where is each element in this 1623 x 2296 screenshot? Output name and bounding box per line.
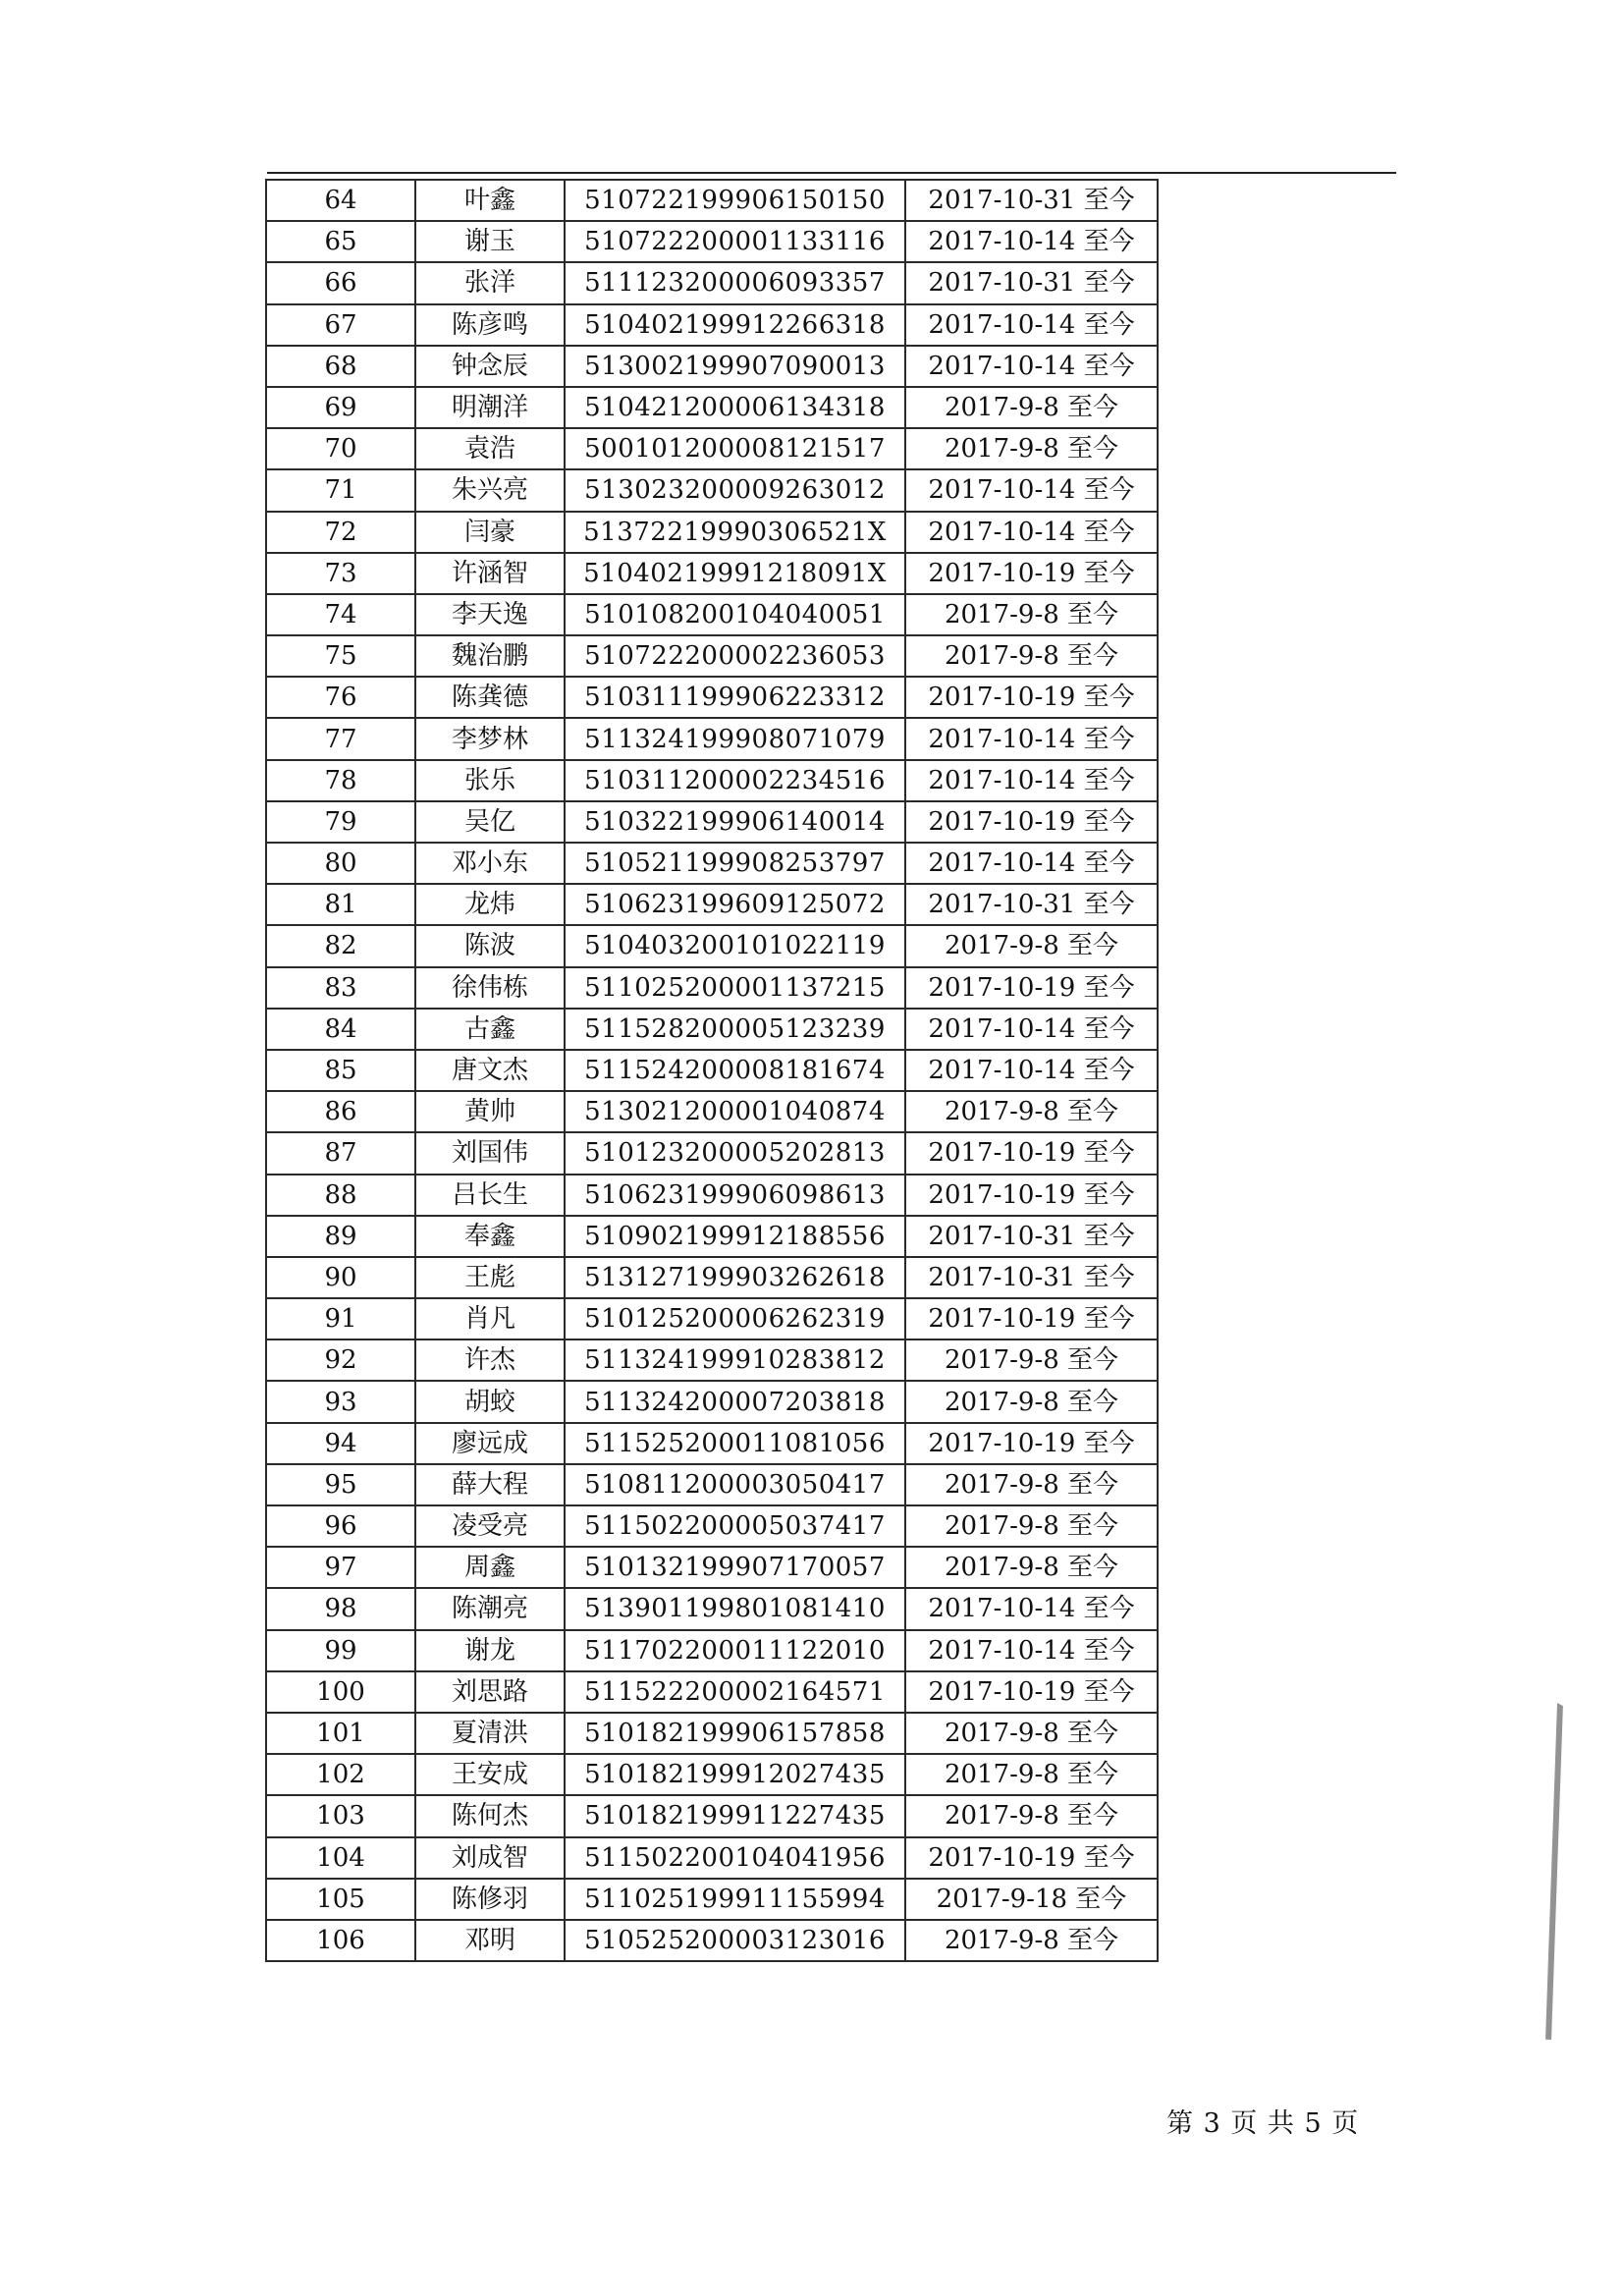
id-number-cell: 510311200002234516 xyxy=(565,760,905,801)
name-cell: 陈何杰 xyxy=(415,1795,565,1836)
name-cell: 吕长生 xyxy=(415,1175,565,1216)
id-number-cell: 511123200006093357 xyxy=(565,262,905,303)
period-cell: 2017-9-18 至今 xyxy=(905,1879,1158,1920)
id-number-cell: 513023200009263012 xyxy=(565,469,905,511)
period-cell: 2017-10-31 至今 xyxy=(905,262,1158,303)
name-cell: 李天逸 xyxy=(415,594,565,635)
period-cell: 2017-9-8 至今 xyxy=(905,387,1158,428)
period-cell: 2017-9-8 至今 xyxy=(905,635,1158,677)
table-row xyxy=(266,1257,1158,1298)
period-cell: 2017-9-8 至今 xyxy=(905,925,1158,966)
table-row xyxy=(266,1132,1158,1174)
period-cell: 2017-9-8 至今 xyxy=(905,1754,1158,1795)
id-number-cell: 511324200007203818 xyxy=(565,1381,905,1422)
period-cell: 2017-9-8 至今 xyxy=(905,1339,1158,1381)
name-cell: 王彪 xyxy=(415,1257,565,1298)
period-cell: 2017-10-31 至今 xyxy=(905,1216,1158,1257)
row-number-cell: 85 xyxy=(266,1050,415,1091)
id-number-cell: 510521199908253797 xyxy=(565,843,905,884)
name-cell: 肖凡 xyxy=(415,1298,565,1339)
period-cell: 2017-10-14 至今 xyxy=(905,469,1158,511)
id-number-cell: 51372219990306521X xyxy=(565,512,905,553)
table-row xyxy=(266,594,1158,635)
row-number-cell: 71 xyxy=(266,469,415,511)
name-cell: 邓小东 xyxy=(415,843,565,884)
id-number-cell: 500101200008121517 xyxy=(565,428,905,469)
table-row xyxy=(266,1630,1158,1671)
period-cell: 2017-10-14 至今 xyxy=(905,760,1158,801)
id-number-cell: 511324199908071079 xyxy=(565,718,905,759)
name-cell: 龙炜 xyxy=(415,884,565,925)
id-number-cell: 510322199906140014 xyxy=(565,801,905,843)
table-row xyxy=(266,801,1158,843)
id-number-cell: 511025200001137215 xyxy=(565,967,905,1009)
period-cell: 2017-9-8 至今 xyxy=(905,1920,1158,1961)
period-cell: 2017-9-8 至今 xyxy=(905,1547,1158,1588)
row-number-cell: 102 xyxy=(266,1754,415,1795)
table-row xyxy=(266,346,1158,387)
table-row xyxy=(266,1547,1158,1588)
name-cell: 黄帅 xyxy=(415,1091,565,1132)
name-cell: 张乐 xyxy=(415,760,565,801)
id-number-cell: 510132199907170057 xyxy=(565,1547,905,1588)
name-cell: 夏清洪 xyxy=(415,1713,565,1754)
period-cell: 2017-10-14 至今 xyxy=(905,1050,1158,1091)
row-number-cell: 79 xyxy=(266,801,415,843)
row-number-cell: 89 xyxy=(266,1216,415,1257)
id-number-cell: 513127199903262618 xyxy=(565,1257,905,1298)
row-number-cell: 101 xyxy=(266,1713,415,1754)
row-number-cell: 88 xyxy=(266,1175,415,1216)
table-row xyxy=(266,925,1158,966)
id-number-cell: 513021200001040874 xyxy=(565,1091,905,1132)
id-number-cell: 510123200005202813 xyxy=(565,1132,905,1174)
row-number-cell: 81 xyxy=(266,884,415,925)
name-cell: 胡蛟 xyxy=(415,1381,565,1422)
name-cell: 王安成 xyxy=(415,1754,565,1795)
period-cell: 2017-10-14 至今 xyxy=(905,1588,1158,1629)
row-number-cell: 76 xyxy=(266,677,415,718)
row-number-cell: 73 xyxy=(266,553,415,594)
period-cell: 2017-10-19 至今 xyxy=(905,801,1158,843)
table-row xyxy=(266,1091,1158,1132)
row-number-cell: 95 xyxy=(266,1464,415,1505)
table-row xyxy=(266,1339,1158,1381)
id-number-cell: 510623199609125072 xyxy=(565,884,905,925)
id-number-cell: 510182199906157858 xyxy=(565,1713,905,1754)
table-row xyxy=(266,1671,1158,1713)
table-row xyxy=(266,262,1158,303)
row-number-cell: 78 xyxy=(266,760,415,801)
period-cell: 2017-9-8 至今 xyxy=(905,1713,1158,1754)
row-number-cell: 83 xyxy=(266,967,415,1009)
roster-body xyxy=(266,180,1158,1961)
row-number-cell: 98 xyxy=(266,1588,415,1629)
id-number-cell: 510125200006262319 xyxy=(565,1298,905,1339)
row-number-cell: 64 xyxy=(266,180,415,221)
id-number-cell: 510525200003123016 xyxy=(565,1920,905,1961)
table-row xyxy=(266,1920,1158,1961)
row-number-cell: 70 xyxy=(266,428,415,469)
table-row xyxy=(266,180,1158,221)
name-cell: 薛大程 xyxy=(415,1464,565,1505)
id-number-cell: 510722199906150150 xyxy=(565,180,905,221)
table-row xyxy=(266,1381,1158,1422)
id-number-cell: 511528200005123239 xyxy=(565,1009,905,1050)
name-cell: 刘思路 xyxy=(415,1671,565,1713)
name-cell: 谢玉 xyxy=(415,221,565,262)
id-number-cell: 510421200006134318 xyxy=(565,387,905,428)
row-number-cell: 80 xyxy=(266,843,415,884)
id-number-cell: 513901199801081410 xyxy=(565,1588,905,1629)
name-cell: 陈潮亮 xyxy=(415,1588,565,1629)
name-cell: 凌受亮 xyxy=(415,1505,565,1547)
period-cell: 2017-10-19 至今 xyxy=(905,1423,1158,1464)
row-number-cell: 100 xyxy=(266,1671,415,1713)
row-number-cell: 91 xyxy=(266,1298,415,1339)
page-number: 第 3 页 共 5 页 xyxy=(1166,2108,1360,2139)
row-number-cell: 105 xyxy=(266,1879,415,1920)
row-number-cell: 74 xyxy=(266,594,415,635)
name-cell: 唐文杰 xyxy=(415,1050,565,1091)
period-cell: 2017-10-14 至今 xyxy=(905,304,1158,346)
table-row xyxy=(266,967,1158,1009)
row-number-cell: 94 xyxy=(266,1423,415,1464)
period-cell: 2017-9-8 至今 xyxy=(905,1505,1158,1547)
period-cell: 2017-10-19 至今 xyxy=(905,677,1158,718)
period-cell: 2017-10-19 至今 xyxy=(905,1671,1158,1713)
id-number-cell: 513002199907090013 xyxy=(565,346,905,387)
period-cell: 2017-9-8 至今 xyxy=(905,428,1158,469)
id-number-cell: 510311199906223312 xyxy=(565,677,905,718)
id-number-cell: 510902199912188556 xyxy=(565,1216,905,1257)
table-row xyxy=(266,1754,1158,1795)
row-number-cell: 92 xyxy=(266,1339,415,1381)
name-cell: 陈彦鸣 xyxy=(415,304,565,346)
name-cell: 陈波 xyxy=(415,925,565,966)
row-number-cell: 87 xyxy=(266,1132,415,1174)
id-number-cell: 51040219991218091X xyxy=(565,553,905,594)
name-cell: 许涵智 xyxy=(415,553,565,594)
table-row xyxy=(266,469,1158,511)
name-cell: 古鑫 xyxy=(415,1009,565,1050)
table-row xyxy=(266,718,1158,759)
table-row xyxy=(266,1795,1158,1836)
name-cell: 周鑫 xyxy=(415,1547,565,1588)
table-row xyxy=(266,1505,1158,1547)
top-rule xyxy=(267,172,1396,174)
id-number-cell: 511502200104041956 xyxy=(565,1837,905,1879)
table-row xyxy=(266,1175,1158,1216)
name-cell: 徐伟栋 xyxy=(415,967,565,1009)
name-cell: 张洋 xyxy=(415,262,565,303)
period-cell: 2017-10-19 至今 xyxy=(905,1298,1158,1339)
table-row xyxy=(266,1464,1158,1505)
id-number-cell: 510623199906098613 xyxy=(565,1175,905,1216)
table-row xyxy=(266,387,1158,428)
period-cell: 2017-9-8 至今 xyxy=(905,594,1158,635)
period-cell: 2017-10-14 至今 xyxy=(905,1630,1158,1671)
period-cell: 2017-10-31 至今 xyxy=(905,180,1158,221)
table-row xyxy=(266,1009,1158,1050)
period-cell: 2017-10-19 至今 xyxy=(905,1175,1158,1216)
id-number-cell: 510108200104040051 xyxy=(565,594,905,635)
table-row xyxy=(266,1216,1158,1257)
name-cell: 陈修羽 xyxy=(415,1879,565,1920)
id-number-cell: 511522200002164571 xyxy=(565,1671,905,1713)
row-number-cell: 99 xyxy=(266,1630,415,1671)
period-cell: 2017-10-19 至今 xyxy=(905,1837,1158,1879)
table-row xyxy=(266,1837,1158,1879)
row-number-cell: 96 xyxy=(266,1505,415,1547)
table-row xyxy=(266,760,1158,801)
id-number-cell: 510182199912027435 xyxy=(565,1754,905,1795)
period-cell: 2017-10-19 至今 xyxy=(905,967,1158,1009)
period-cell: 2017-10-14 至今 xyxy=(905,221,1158,262)
row-number-cell: 72 xyxy=(266,512,415,553)
period-cell: 2017-9-8 至今 xyxy=(905,1464,1158,1505)
name-cell: 刘成智 xyxy=(415,1837,565,1879)
period-cell: 2017-10-31 至今 xyxy=(905,884,1158,925)
id-number-cell: 511502200005037417 xyxy=(565,1505,905,1547)
id-number-cell: 511324199910283812 xyxy=(565,1339,905,1381)
table-row xyxy=(266,1588,1158,1629)
name-cell: 李梦林 xyxy=(415,718,565,759)
name-cell: 叶鑫 xyxy=(415,180,565,221)
table-row xyxy=(266,1713,1158,1754)
table-row xyxy=(266,512,1158,553)
row-number-cell: 75 xyxy=(266,635,415,677)
period-cell: 2017-10-19 至今 xyxy=(905,553,1158,594)
name-cell: 许杰 xyxy=(415,1339,565,1381)
id-number-cell: 510722200002236053 xyxy=(565,635,905,677)
name-cell: 吴亿 xyxy=(415,801,565,843)
name-cell: 刘国伟 xyxy=(415,1132,565,1174)
table-row xyxy=(266,304,1158,346)
name-cell: 朱兴亮 xyxy=(415,469,565,511)
row-number-cell: 66 xyxy=(266,262,415,303)
period-cell: 2017-9-8 至今 xyxy=(905,1381,1158,1422)
id-number-cell: 510811200003050417 xyxy=(565,1464,905,1505)
id-number-cell: 510402199912266318 xyxy=(565,304,905,346)
row-number-cell: 106 xyxy=(266,1920,415,1961)
name-cell: 谢龙 xyxy=(415,1630,565,1671)
name-cell: 袁浩 xyxy=(415,428,565,469)
period-cell: 2017-10-19 至今 xyxy=(905,1132,1158,1174)
period-cell: 2017-9-8 至今 xyxy=(905,1091,1158,1132)
period-cell: 2017-10-31 至今 xyxy=(905,1257,1158,1298)
id-number-cell: 511702200011122010 xyxy=(565,1630,905,1671)
row-number-cell: 86 xyxy=(266,1091,415,1132)
table-row xyxy=(266,884,1158,925)
roster-table xyxy=(265,179,1159,1962)
row-number-cell: 84 xyxy=(266,1009,415,1050)
name-cell: 奉鑫 xyxy=(415,1216,565,1257)
id-number-cell: 511025199911155994 xyxy=(565,1879,905,1920)
period-cell: 2017-10-14 至今 xyxy=(905,843,1158,884)
name-cell: 闫豪 xyxy=(415,512,565,553)
row-number-cell: 77 xyxy=(266,718,415,759)
row-number-cell: 97 xyxy=(266,1547,415,1588)
period-cell: 2017-10-14 至今 xyxy=(905,346,1158,387)
table-row xyxy=(266,1423,1158,1464)
name-cell: 陈龚德 xyxy=(415,677,565,718)
name-cell: 钟念辰 xyxy=(415,346,565,387)
row-number-cell: 104 xyxy=(266,1837,415,1879)
id-number-cell: 511524200008181674 xyxy=(565,1050,905,1091)
table-row xyxy=(266,428,1158,469)
name-cell: 明潮洋 xyxy=(415,387,565,428)
name-cell: 廖远成 xyxy=(415,1423,565,1464)
period-cell: 2017-10-14 至今 xyxy=(905,718,1158,759)
table-row xyxy=(266,1050,1158,1091)
table-row xyxy=(266,221,1158,262)
table-row xyxy=(266,553,1158,594)
row-number-cell: 69 xyxy=(266,387,415,428)
table-row xyxy=(266,1298,1158,1339)
margin-stamp-mark xyxy=(1545,1703,1622,2042)
name-cell: 魏治鹏 xyxy=(415,635,565,677)
table-row xyxy=(266,677,1158,718)
period-cell: 2017-10-14 至今 xyxy=(905,512,1158,553)
id-number-cell: 511525200011081056 xyxy=(565,1423,905,1464)
row-number-cell: 82 xyxy=(266,925,415,966)
row-number-cell: 68 xyxy=(266,346,415,387)
row-number-cell: 93 xyxy=(266,1381,415,1422)
id-number-cell: 510722200001133116 xyxy=(565,221,905,262)
row-number-cell: 67 xyxy=(266,304,415,346)
id-number-cell: 510403200101022119 xyxy=(565,925,905,966)
row-number-cell: 65 xyxy=(266,221,415,262)
table-row xyxy=(266,1879,1158,1920)
name-cell: 邓明 xyxy=(415,1920,565,1961)
period-cell: 2017-9-8 至今 xyxy=(905,1795,1158,1836)
row-number-cell: 103 xyxy=(266,1795,415,1836)
table-row xyxy=(266,843,1158,884)
period-cell: 2017-10-14 至今 xyxy=(905,1009,1158,1050)
id-number-cell: 510182199911227435 xyxy=(565,1795,905,1836)
row-number-cell: 90 xyxy=(266,1257,415,1298)
table-row xyxy=(266,635,1158,677)
